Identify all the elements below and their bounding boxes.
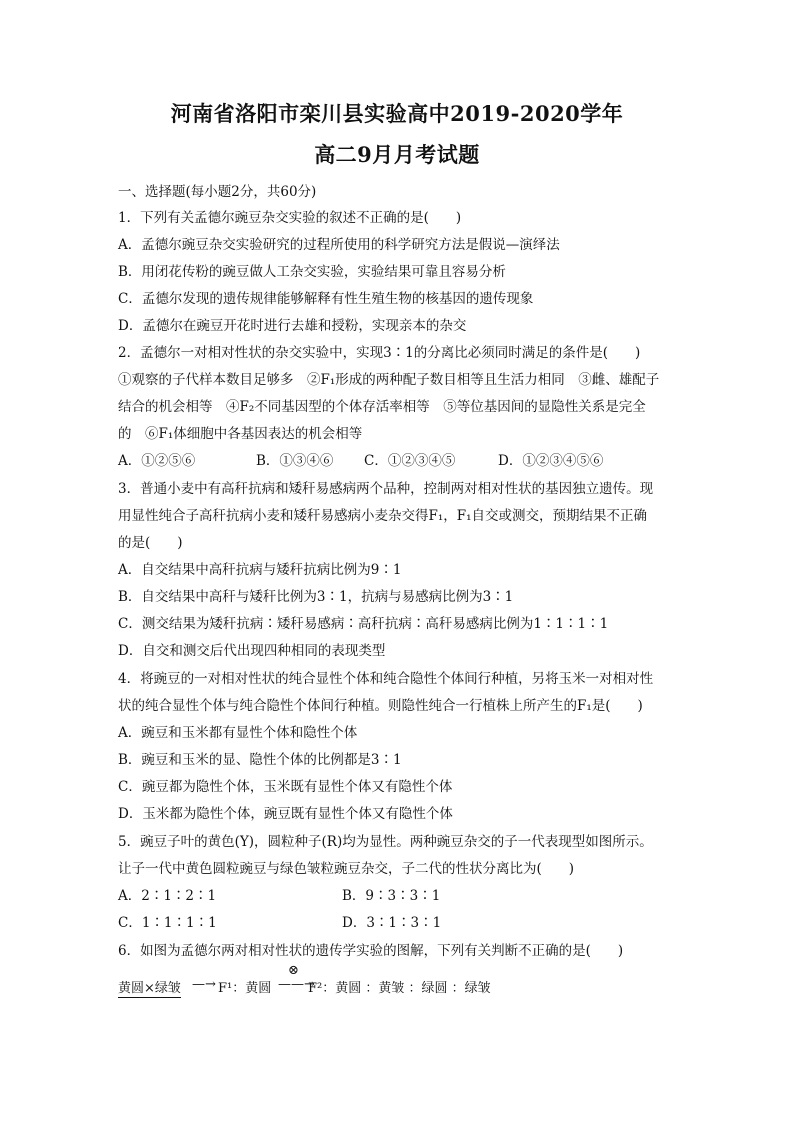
question-2-option-b: B．①③④⑥ [256,453,334,469]
question-3-stem: 的是( ) [118,535,183,551]
parents-label: 黄圆×绿皱 [118,977,181,998]
question-1-option-d: D．孟德尔在豌豆开花时进行去雄和授粉，实现亲本的杂交 [118,318,467,334]
page-subtitle: 高二9月月考试题 [314,142,480,167]
selfing-icon: ⊗ [288,963,299,978]
question-4-option-a: A．豌豆和玉米都有显性个体和隐性个体 [118,725,358,741]
question-5-option-b: B．9∶3∶3∶1 [342,888,441,904]
question-1-option-c: C．孟德尔发现的遗传规律能够解释有性生殖生物的核基因的遗传现象 [118,291,534,307]
question-4-stem: 状的纯合显性个体与纯合隐性个体间行种植。则隐性纯合一行植株上所产生的F₁是( ) [118,698,643,714]
question-4-option-c: C．豌豆都为隐性个体，玉米既有显性个体又有隐性个体 [118,779,453,795]
question-5-option-d: D．3∶1∶3∶1 [342,915,442,931]
question-2-option-c: C．①②③④⑤ [364,453,456,469]
question-1-option-a: A．孟德尔豌豆杂交实验研究的过程所使用的科学研究方法是假说—演绎法 [118,237,560,253]
question-2-condition-line: 的 ⑥F₁体细胞中各基因表达的机会相等 [118,426,363,442]
page-title: 河南省洛阳市栾川县实验高中2019-2020学年 [170,101,624,126]
question-5-option-c: C．1∶1∶1∶1 [118,915,217,931]
question-2-condition-line: ①观察的子代样本数目足够多 ②F₁形成的两种配子数目相等且生活力相同 ③雌、雄配子 [118,372,660,388]
question-2-stem: 2．孟德尔一对相对性状的杂交实验中，实现3∶1的分离比必须同时满足的条件是( ) [118,345,641,361]
question-5-options-row-1 [118,887,678,905]
question-1-option-b: B．用闭花传粉的豌豆做人工杂交实验，实验结果可靠且容易分析 [118,264,506,280]
question-2-options [118,452,678,470]
question-3-option-d: D．自交和测交后代出现四种相同的表现类型 [118,643,386,659]
section-heading: 一、选择题(每小题2分，共60分) [118,184,317,200]
question-5-options-row-2 [118,914,678,932]
question-3-option-c: C．测交结果为矮秆抗病∶矮秆易感病∶高秆抗病∶高秆易感病比例为1∶1∶1∶1 [118,616,609,632]
question-4-stem: 4．将豌豆的一对相对性状的纯合显性个体和纯合隐性个体间行种植，另将玉米一对相对性 [118,671,654,687]
question-1-stem: 1．下列有关孟德尔豌豆杂交实验的叙述不正确的是( ) [118,210,462,226]
arrow-icon: —→ [192,977,216,992]
question-6-stem: 6．如图为孟德尔两对相对性状的遗传学实验的图解，下列有关判断不正确的是( ) [118,943,624,959]
question-3-stem: 用显性纯合子高秆抗病小麦和矮秆易感病小麦杂交得F₁，F₁自交或测交，预期结果不正确 [118,508,648,524]
question-4-option-d: D．玉米都为隐性个体，豌豆既有显性个体又有隐性个体 [118,806,453,822]
f2-label: F²：黄圆 ：黄皱 ：绿圆 ：绿皱 [308,981,491,996]
question-3-option-b: B．自交结果中高秆与矮秆比例为3∶1，抗病与易感病比例为3∶1 [118,589,514,605]
question-3-option-a: A．自交结果中高秆抗病与矮秆抗病比例为9∶1 [118,562,402,578]
f1-label: F¹：黄圆 [218,981,272,996]
cross-diagram [118,963,678,998]
question-2-option-a: A．①②⑤⑥ [118,453,196,469]
question-5-stem: 让子一代中黄色圆粒豌豆与绿色皱粒豌豆杂交，子二代的性状分离比为( ) [118,861,575,877]
arrow-icon: ——→ [278,977,315,992]
question-5-stem: 5．豌豆子叶的黄色(Y)，圆粒种子(R)均为显性。两种豌豆杂交的子一代表现型如图所示。 [118,834,653,850]
question-5-option-a: A．2∶1∶2∶1 [118,888,217,904]
question-4-option-b: B．豌豆和玉米的显、隐性个体的比例都是3∶1 [118,752,402,768]
question-2-option-d: D．①②③④⑤⑥ [498,453,604,469]
question-3-stem: 3．普通小麦中有高秆抗病和矮秆易感病两个品种，控制两对相对性状的基因独立遗传。现 [118,481,654,497]
question-2-condition-line: 结合的机会相等 ④F₂不同基因型的个体存活率相等 ⑤等位基因间的显隐性关系是完全 [118,399,646,415]
